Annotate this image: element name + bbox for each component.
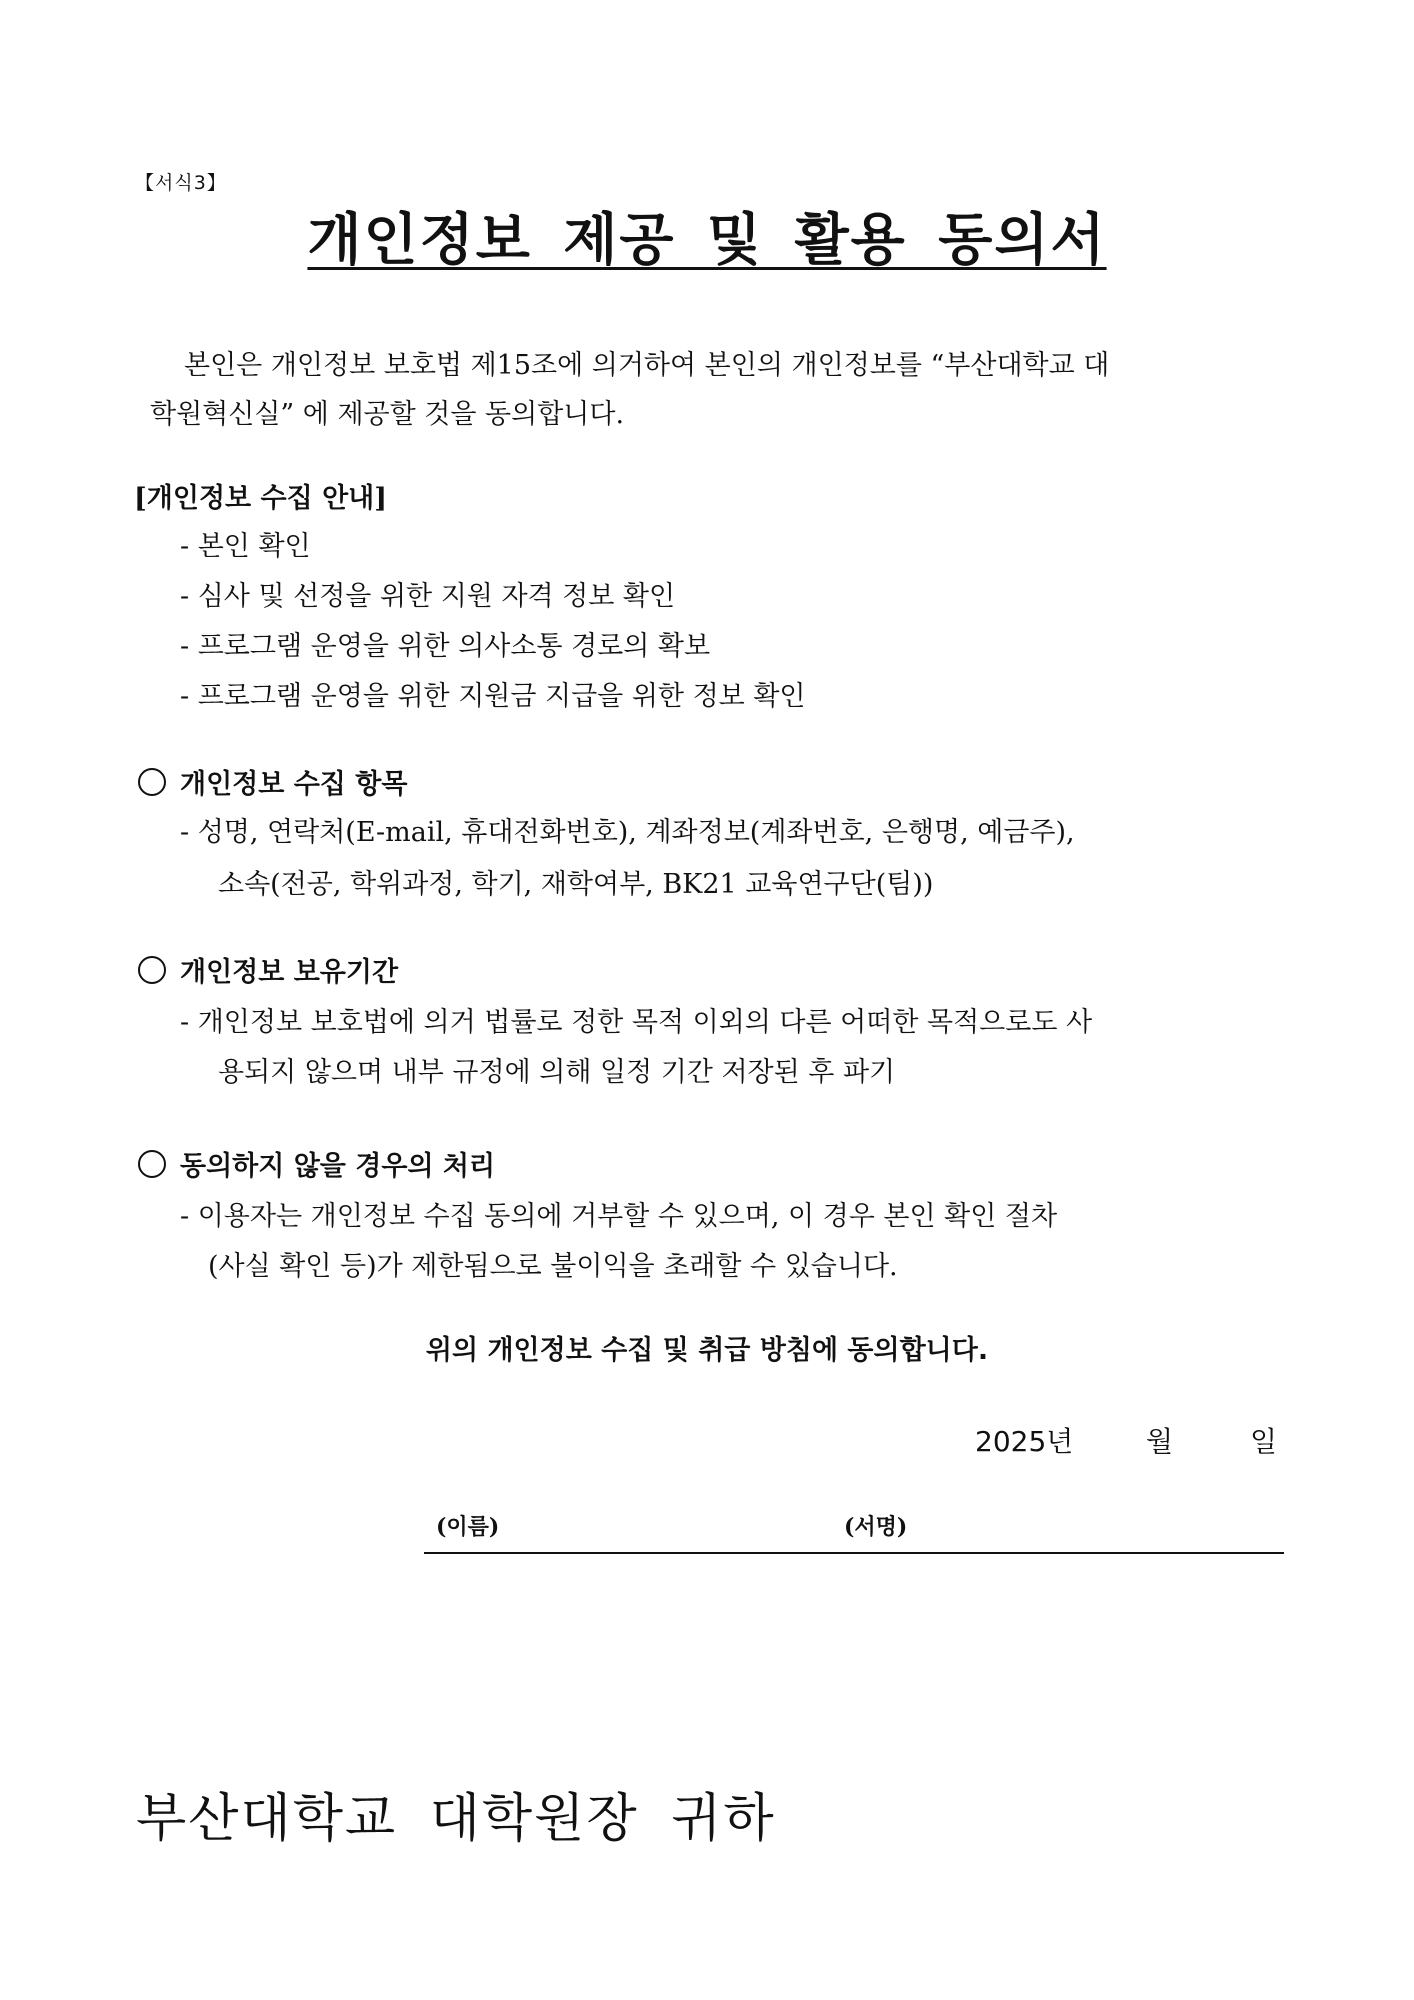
form-number-label: 【서식3】	[135, 172, 227, 194]
circle-bullet-icon	[138, 956, 166, 984]
collection-items-heading	[138, 762, 407, 801]
document-title-text: 개인정보 제공 및 활용 동의서	[307, 208, 1107, 273]
collection-notice-item: - 프로그램 운영을 위한 의사소통 경로의 확보	[180, 631, 711, 662]
agreement-statement: 위의 개인정보 수집 및 취급 방침에 동의합니다.	[425, 1335, 989, 1366]
collection-items-heading-text: 개인정보 수집 항목	[180, 769, 408, 800]
name-label: (이름)	[436, 1514, 500, 1540]
retention-heading-text: 개인정보 보유기간	[180, 957, 399, 988]
intro-line-1: 본인은 개인정보 보호법 제15조에 의거하여 본인의 개인정보를 “부산대학교 대	[184, 350, 1110, 381]
collection-notice-item: - 프로그램 운영을 위한 지원금 지급을 위한 정보 확인	[180, 681, 806, 712]
document-title	[0, 196, 1414, 276]
addressee: 부산대학교 대학원장 귀하	[136, 1789, 776, 1849]
circle-bullet-icon	[138, 768, 166, 796]
signature-line	[424, 1552, 1284, 1554]
collection-notice-heading: [개인정보 수집 안내]	[134, 483, 388, 514]
collection-items-line-1: - 성명, 연락처(E-mail, 휴대전화번호), 계좌정보(계좌번호, 은행명, 예금주),	[180, 817, 1075, 848]
collection-notice-item: - 본인 확인	[180, 531, 311, 562]
retention-line-2: 용되지 않으며 내부 규정에 의해 일정 기간 저장된 후 파기	[218, 1057, 896, 1088]
intro-line-2: 학원혁신실” 에 제공할 것을 동의합니다.	[150, 399, 625, 430]
collection-notice-item: - 심사 및 선정을 위한 지원 자격 정보 확인	[180, 581, 676, 612]
retention-heading	[138, 950, 398, 989]
date-day: 일	[1250, 1425, 1278, 1458]
refusal-heading-text: 동의하지 않을 경우의 처리	[180, 1151, 496, 1182]
date-year: 2025년	[975, 1425, 1074, 1458]
refusal-line-2: (사실 확인 등)가 제한됨으로 불이익을 초래할 수 있습니다.	[208, 1251, 898, 1282]
refusal-line-1: - 이용자는 개인정보 수집 동의에 거부할 수 있으며, 이 경우 본인 확인 절차	[180, 1201, 1058, 1232]
collection-items-line-2: 소속(전공, 학위과정, 학기, 재학여부, BK21 교육연구단(팀))	[218, 869, 934, 900]
signature-label: (서명)	[844, 1514, 908, 1540]
circle-bullet-icon	[138, 1150, 166, 1178]
date-month: 월	[1146, 1425, 1174, 1458]
retention-line-1: - 개인정보 보호법에 의거 법률로 정한 목적 이외의 다른 어떠한 목적으로도 사	[180, 1007, 1093, 1038]
refusal-heading	[138, 1144, 495, 1183]
